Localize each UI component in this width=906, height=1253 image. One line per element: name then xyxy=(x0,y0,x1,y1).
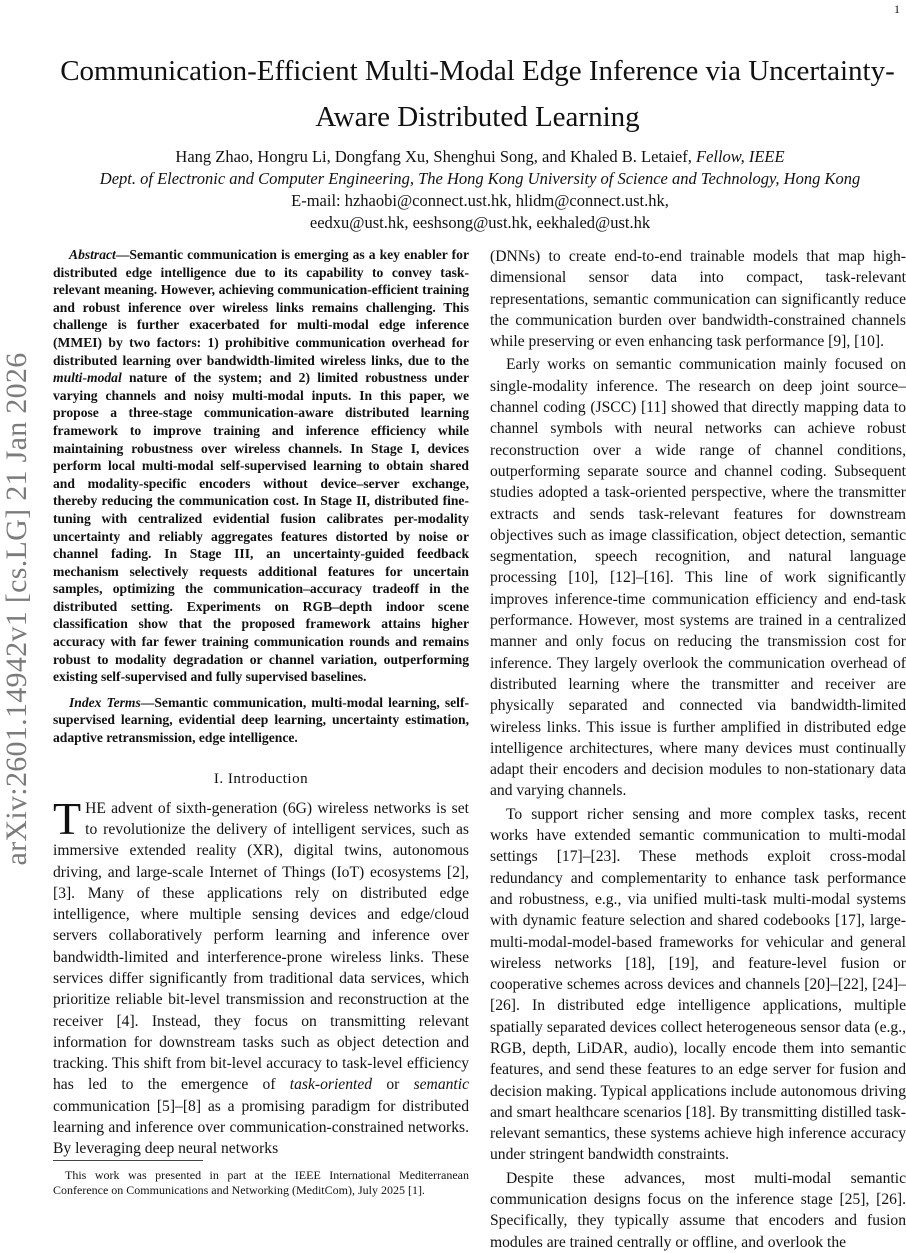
intro-paragraph-4: Despite these advances, most multi-modal semantic communication designs focus on the inference stage [25], [26]. Specifically, they typically assume that encoders and fusion modules are trained centrally or offline, and overlook the xyxy=(490,1169,906,1251)
intro-paragraph-1-continued: (DNNs) to create end-to-end trainable models that map high-dimensional sensor data into compact, task-relevant representations, semantic communication can significantly reduce the communication burden over bandwidth-constrained channels while preserving or even enhancing task performance [9], [10]. xyxy=(490,248,906,351)
drop-cap: T xyxy=(53,792,82,844)
abstract: Abstract—Semantic communication is emerging as a key enabler for distributed edge intelligence due to its capability to convey task-relevant meaning. However, achieving communication-efficient training and robust inference over wireless links remains challenging. This challenge is further exacerbated for multi-modal edge inference (MMEI) by two factors: 1) prohibitive communication overhead for distributed learning over bandwidth-limited wireless links, due to the multi-modal nature of the system; and 2) limited robustness under varying channels and noisy multi-modal inputs. In this paper, we propose a three-stage communication-aware distributed learning framework to improve training and inference efficiency while maintaining robustness over wireless channels. In Stage I, devices perform local multi-modal self-supervised learning to obtain shared and modality-specific encoders without device–server exchange, thereby reducing the communication cost. In Stage II, distributed fine-tuning with centralized evidential fusion calibrates per-modality uncertainty and reliably aggregates features distorted by noise or channel fading. In Stage III, an uncertainty-guided feedback mechanism selectively requests additional features for uncertain samples, optimizing the communication–accuracy tradeoff in the distributed setting. Experiments on RGB–depth indoor scene classification show that the proposed framework attains higher accuracy with far fewer training communication rounds and remains robust to modality degradation or channel variation, outperforming existing self-supervised and fully supervised baselines. xyxy=(53,247,469,685)
intro-paragraph-2: Early works on semantic communication mainly focused on single-modality inference. The research on deep joint source–channel coding (JSCC) [11] showed that directly mapping data to channel symbols with neural networks can achieve robust reconstruction over a wide range of channel conditions, outperforming separate source and channel coding. Subsequent studies adopted a task-oriented perspective, where the transmitter extracts and sends task-relevant features for downstream objectives such as image classification, object detection, semantic segmentation, speech recognition, and natural language processing [10], [12]–[16]. This line of work significantly improves inference-time communication efficiency and end-task performance. However, most systems are trained in a centralized manner and only focus on reducing the transmission cost for inference. They largely overlook the communication overhead of distributed learning where the transmitter and receiver are physically separated and connected via bandwidth-limited wireless links. This issue is further amplified in distributed edge intelligence architectures, where many devices must continually adapt their encoders and decision modules to non-stationary data and varying channels. xyxy=(490,356,906,800)
author-fellow: Fellow, IEEE xyxy=(695,147,785,166)
email-line-2: eedxu@ust.hk, eeshsong@ust.hk, eekhaled@ust.hk xyxy=(309,213,651,232)
footnote-rule xyxy=(53,1160,203,1161)
footnote: This work was presented in part at the IEEE International Mediterranean Conference on Communications and Networking (MeditCom), July 2025 [1]. xyxy=(53,1168,469,1197)
arxiv-id: arXiv:2601.14942v1 [cs.LG] 21 Jan 2026 xyxy=(0,352,33,866)
abstract-label: Abstract xyxy=(69,247,116,262)
affiliation: Dept. of Electronic and Computer Engineering, The Hong Kong University of Science and Technology, Hong Kong xyxy=(99,169,861,188)
paper-title: Communication-Efficient Multi-Modal Edge Inference via Uncertainty-Aware Distributed Learning xyxy=(60,55,895,133)
arxiv-watermark xyxy=(0,318,33,900)
intro-paragraph-1: THE advent of sixth-generation (6G) wireless networks is set to revolutionize the delivery of intelligent services, such as immersive extended reality (XR), digital twins, autonomous driving, and large-scale Internet of Things (IoT) ecosystems [2], [3]. Many of these applications rely on distributed edge intelligence, where multiple sensing devices and edge/cloud servers collaboratively perform learning and inference over bandwidth-limited and interference-prone wireless links. These services differ significantly from traditional data services, which prioritize reliable bit-level transmission and reconstruction at the receiver [4]. Instead, they focus on transmitting relevant information for downstream tasks such as object detection and tracking. This shift from bit-level accuracy to task-level efficiency has led to the emergence of task-oriented or semantic communication [5]–[8] as a promising paradigm for distributed learning and inference over communication-constrained networks. By leveraging deep neural networks xyxy=(53,792,469,1158)
intro-paragraph-3: To support richer sensing and more complex tasks, recent works have extended semantic communication to multi-modal settings [17]–[23]. These methods exploit cross-modal redundancy and complementarity to enhance task performance and robustness, e.g., via unified multi-task multi-modal systems with dynamic feature selection and shared codebooks [17], large-multi-modal-model-based frameworks for vehicular and general wireless networks [18], [19], and feature-level fusion or cooperative schemes across devices and channels [20]–[22], [24]–[26]. In distributed edge intelligence applications, multiple spatially separated devices collect heterogeneous sensor data (e.g., RGB, depth, LiDAR, audio), locally encode them into semantic features, and send these features to an edge server for fusion and decision making. Typical applications include autonomous driving and smart healthcare scenarios [18]. By transmitting distilled task-relevant semantics, these systems achieve high inference accuracy under stringent bandwidth constraints. xyxy=(490,805,906,1164)
index-terms: Index Terms—Semantic communication, multi-modal learning, self-supervised learning, evidential deep learning, uncertainty estimation, adaptive retransmission, edge intelligence. xyxy=(53,694,469,746)
right-column xyxy=(490,246,906,1253)
author-names: Hang Zhao, Hongru Li, Dongfang Xu, Shenghui Song, and Khaled B. Letaief, xyxy=(175,147,692,166)
page-number: 1 xyxy=(894,2,900,16)
author-names-line xyxy=(40,146,906,168)
left-column xyxy=(53,246,469,1160)
email-line-1: E-mail: hzhaobi@connect.ust.hk, hlidm@connect.ust.hk, xyxy=(291,191,669,210)
index-terms-label: Index Terms xyxy=(69,694,141,710)
section-heading: I. Introduction xyxy=(213,770,309,787)
author-block xyxy=(40,146,906,234)
